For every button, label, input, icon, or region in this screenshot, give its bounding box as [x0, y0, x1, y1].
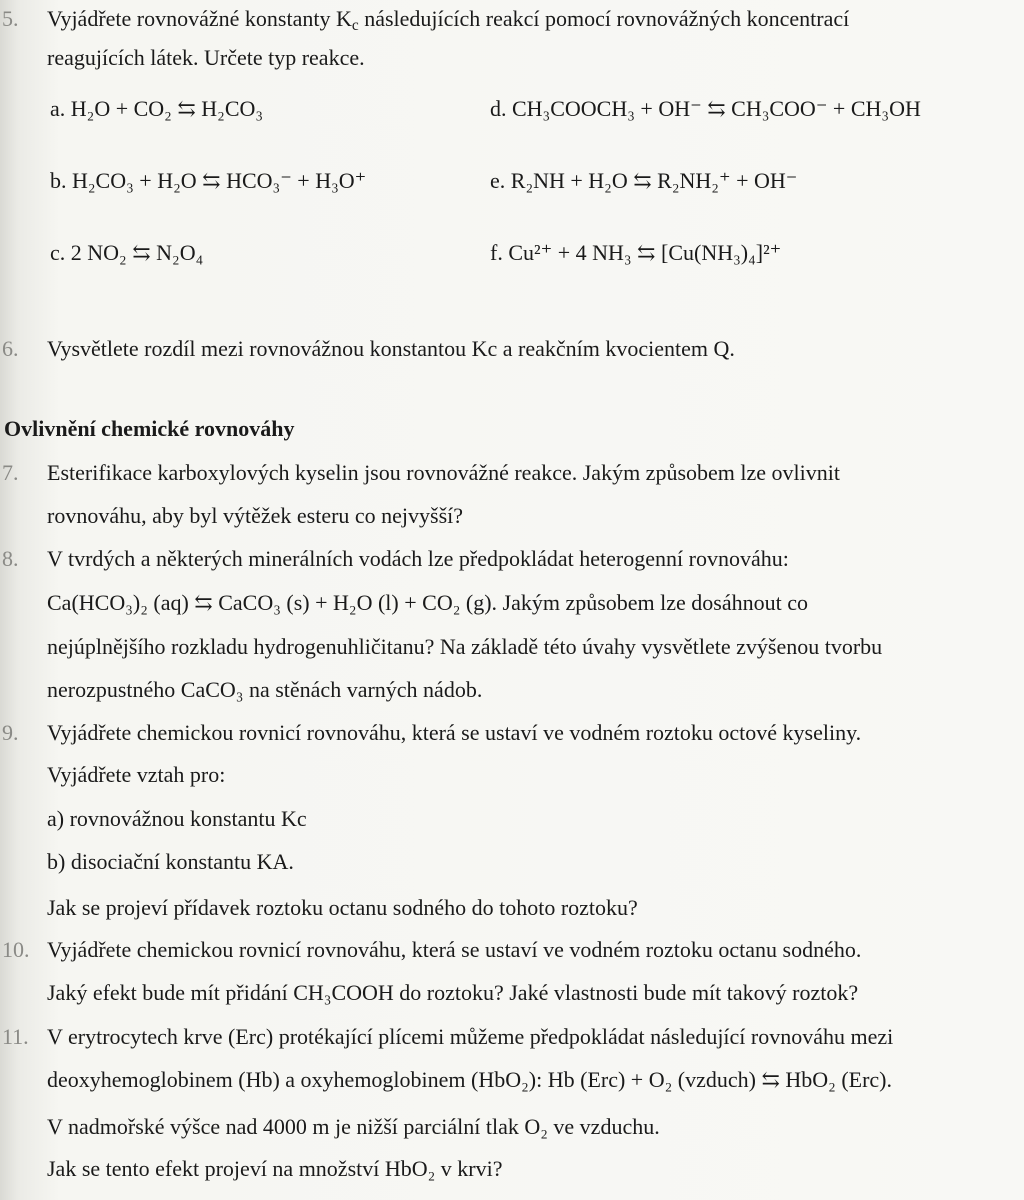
- reaction-a: a. H₂O + CO₂ ⇆ H₂CO₃: [50, 96, 264, 121]
- question-11-line-3: V nadmořské výšce nad 4000 m je nižší parciální tlak O₂ ve vzduchu.: [47, 1114, 660, 1139]
- question-10-line-2: Jaký efekt bude mít přidání CH₃COOH do roztoku? Jaké vlastnosti bude mít takový roztok?: [47, 980, 859, 1005]
- question-5-line-1-subscript: c: [351, 16, 359, 34]
- question-10-number: 10.: [2, 937, 30, 962]
- question-8-line-1: V tvrdých a některých minerálních vodách lze předpokládat heterogenní rovnováhu:: [47, 546, 789, 571]
- question-5-number: 5.: [2, 6, 19, 31]
- question-5-line-1: [47, 6, 849, 32]
- question-7-number: 7.: [2, 460, 19, 485]
- question-7-line-1: Esterifikace karboxylových kyselin jsou rovnovážné reakce. Jakým způsobem lze ovlivnit: [47, 460, 840, 485]
- question-8-number: 8.: [2, 546, 19, 571]
- question-7-line-2: rovnováhu, aby byl výtěžek esteru co nejvyšší?: [47, 503, 464, 528]
- section-heading: Ovlivnění chemické rovnováhy: [4, 416, 295, 441]
- question-9-line-3: a) rovnovážnou konstantu Kc: [47, 806, 307, 831]
- reaction-b: b. H₂CO₃ + H₂O ⇆ HCO₃⁻ + H₃O⁺: [50, 168, 367, 193]
- question-10-line-1: Vyjádřete chemickou rovnicí rovnováhu, která se ustaví ve vodném roztoku octanu sodného.: [47, 937, 862, 962]
- question-8-line-4: nerozpustného CaCO₃ na stěnách varných nádob.: [47, 677, 483, 702]
- question-9-line-1: Vyjádřete chemickou rovnicí rovnováhu, která se ustaví ve vodném roztoku octové kyseliny.: [47, 720, 862, 745]
- question-11-line-4: Jak se tento efekt projeví na množství HbO₂ v krvi?: [47, 1156, 503, 1181]
- reaction-d: d. CH₃COOCH₃ + OH⁻ ⇆ CH₃COO⁻ + CH₃OH: [490, 96, 921, 121]
- reaction-e: e. R₂NH + H₂O ⇆ R₂NH₂⁺ + OH⁻: [490, 168, 798, 193]
- question-9-number: 9.: [2, 720, 19, 745]
- question-6-number: 6.: [2, 336, 19, 361]
- question-6-text: Vysvětlete rozdíl mezi rovnovážnou konstantou Kc a reakčním kvocientem Q.: [47, 336, 735, 361]
- question-8-line-3: nejúplnějšího rozkladu hydrogenuhličitanu? Na základě této úvahy vysvětlete zvýšenou tvorbu: [47, 634, 883, 659]
- question-11-number: 11.: [2, 1024, 29, 1049]
- question-8-line-2: Ca(HCO₃)₂ (aq) ⇆ CaCO₃ (s) + H₂O (l) + CO₂ (g). Jakým způsobem lze dosáhnout co: [47, 590, 809, 615]
- reaction-c: c. 2 NO₂ ⇆ N₂O₄: [50, 240, 204, 265]
- question-9-line-5: Jak se projeví přídavek roztoku octanu sodného do tohoto roztoku?: [47, 895, 638, 920]
- question-9-line-4: b) disociační konstantu KA.: [47, 849, 294, 874]
- question-5-line-2: reagujících látek. Určete typ reakce.: [47, 45, 365, 70]
- question-5-line-1-end: následujících reakcí pomocí rovnovážných koncentrací: [358, 6, 850, 31]
- question-9-line-2: Vyjádřete vztah pro:: [47, 762, 226, 787]
- reaction-f: f. Cu²⁺ + 4 NH₃ ⇆ [Cu(NH₃)₄]²⁺: [490, 240, 782, 265]
- question-11-line-2: deoxyhemoglobinem (Hb) a oxyhemoglobinem (HbO₂): Hb (Erc) + O₂ (vzduch) ⇆ HbO₂ (Erc).: [47, 1067, 893, 1092]
- question-11-line-1: V erytrocytech krve (Erc) protékající plícemi můžeme předpokládat následující rovnováhu mezi: [47, 1024, 894, 1049]
- question-5-line-1-start: Vyjádřete rovnovážné konstanty K: [47, 6, 352, 31]
